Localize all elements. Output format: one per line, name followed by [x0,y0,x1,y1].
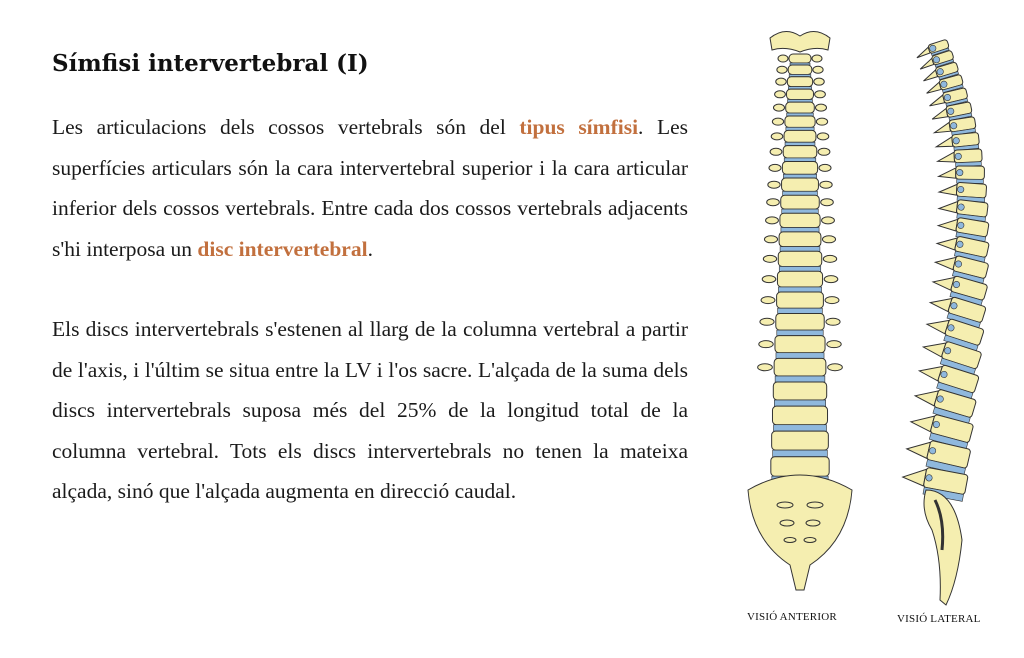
paragraph-intro-text-1: Les articulacions dels cossos vertebrals són del [52,115,520,139]
link-tipus-simfisi[interactable]: tipus símfisi [519,115,639,139]
link-disc-intervertebral[interactable]: disc intervertebral [197,236,368,261]
spine-lateral-vertebrae [900,39,989,501]
text-column [52,50,688,552]
caption-anterior: VISIÓ ANTERIOR [747,611,837,623]
caption-lateral: VISIÓ LATERAL [897,613,981,625]
spine-figure [730,20,1020,635]
paragraph-intro-text-2: . Les superfícies articulars són la cara intervertebral superior i la cara articular inferior dels cossos vertebrals. Entre cada dos cossos vertebrals adjacents s'hi interposa un [52,115,689,261]
sacrum-anterior [748,475,852,590]
paragraph-intro-text-3: . [367,236,373,261]
paragraph-intro [52,107,688,269]
spine-anterior-vertebrae [758,54,843,510]
spine-illustration [730,20,1020,635]
page-title: Símfisi intervertebral (I) [52,50,369,77]
paragraph-discs: Els discs intervertebrals s'estenen al llarg de la columna vertebral a partir de l'axis, i l'últim se situa entre la LV i l'os sacre. L'alçada de la suma dels discs intervertebrals suposa més del 25% de la longitud total de la columna vertebral. Tots els discs intervertebrals no tenen la mateixa alçada, sinó que l'alçada augmenta en direcció caudal. [52,317,688,503]
spine-anterior-view [770,31,830,52]
